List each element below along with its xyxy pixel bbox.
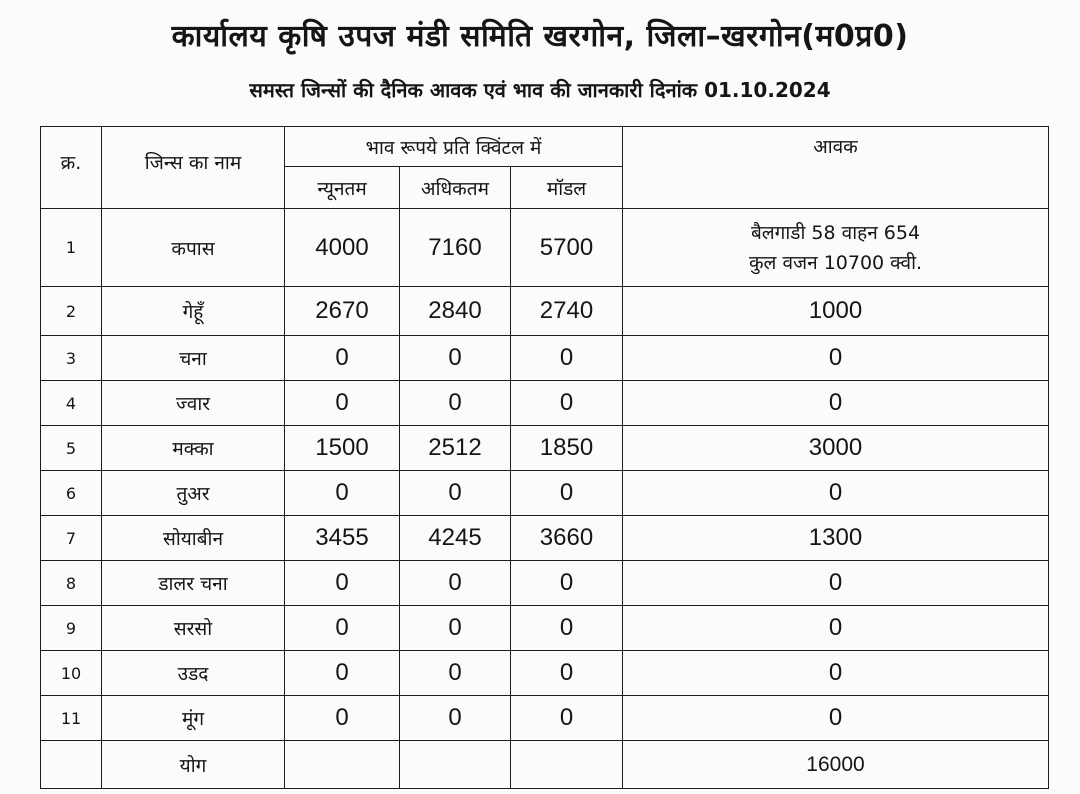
- row-min-price: 0: [285, 471, 400, 516]
- table-row: [41, 561, 1049, 606]
- header-max: अधिकतम: [400, 167, 511, 209]
- row-arrival: 1300: [623, 516, 1049, 561]
- row-max-price: 2840: [400, 287, 511, 336]
- row-max-price: 2512: [400, 426, 511, 471]
- row-commodity: कपास: [102, 209, 285, 287]
- row-min-price: 1500: [285, 426, 400, 471]
- row-modal-price: 5700: [511, 209, 623, 287]
- row-min-price: 0: [285, 381, 400, 426]
- row-max-price: 0: [400, 651, 511, 696]
- document-title: कार्यालय कृषि उपज मंडी समिति खरगोन, जिला–खरगोन(म0प्र0): [171, 19, 909, 54]
- arrival-weight: कुल वजन 10700 क्वी.: [748, 251, 923, 274]
- row-commodity: ज्वार: [102, 381, 285, 426]
- row-min-price: 0: [285, 696, 400, 741]
- row-max-price: 0: [400, 381, 511, 426]
- total-max-empty: [400, 741, 511, 789]
- total-label: योग: [102, 741, 285, 789]
- arrival-vehicles: बैलगाडी 58 वाहन 654: [750, 221, 921, 244]
- row-max-price: 0: [400, 336, 511, 381]
- row-min-price: 4000: [285, 209, 400, 287]
- row-serial: 2: [41, 287, 102, 336]
- row-serial: 11: [41, 696, 102, 741]
- row-modal-price: 0: [511, 651, 623, 696]
- row-max-price: 7160: [400, 209, 511, 287]
- document-subtitle: समस्त जिन्सों की दैनिक आवक एवं भाव की जानकारी दिनांक 01.10.2024: [249, 78, 831, 102]
- row-min-price: 2670: [285, 287, 400, 336]
- header-min: न्यूनतम: [285, 167, 400, 209]
- row-min-price: 0: [285, 651, 400, 696]
- row-modal-price: 0: [511, 471, 623, 516]
- row-max-price: 0: [400, 471, 511, 516]
- table-row: [41, 426, 1049, 471]
- row-commodity: गेहूँ: [102, 287, 285, 336]
- row-serial: 10: [41, 651, 102, 696]
- row-modal-price: 0: [511, 336, 623, 381]
- total-serial-empty: [41, 741, 102, 789]
- row-serial: 6: [41, 471, 102, 516]
- row-commodity: चना: [102, 336, 285, 381]
- row-commodity: तुअर: [102, 471, 285, 516]
- header-modal: मॉडल: [511, 167, 623, 209]
- total-row: [41, 741, 1049, 789]
- row-modal-price: 0: [511, 696, 623, 741]
- row-modal-price: 0: [511, 561, 623, 606]
- row-arrival: 3000: [623, 426, 1049, 471]
- row-modal-price: 0: [511, 606, 623, 651]
- table-row: [41, 651, 1049, 696]
- header-price-group: भाव रूपये प्रति क्विंटल में: [285, 127, 623, 167]
- row-arrival: 0: [623, 606, 1049, 651]
- row-max-price: 4245: [400, 516, 511, 561]
- row-commodity: मक्का: [102, 426, 285, 471]
- row-min-price: 0: [285, 561, 400, 606]
- row-max-price: 0: [400, 561, 511, 606]
- row-arrival: 0: [623, 696, 1049, 741]
- table-row: [41, 606, 1049, 651]
- row-max-price: 0: [400, 696, 511, 741]
- table-row: [41, 696, 1049, 741]
- header-serial: क्र.: [41, 127, 102, 209]
- row-commodity: सोयाबीन: [102, 516, 285, 561]
- row-commodity: सरसो: [102, 606, 285, 651]
- row-arrival: 0: [623, 561, 1049, 606]
- table-row: [41, 471, 1049, 516]
- header-arrival: आवक: [623, 127, 1049, 209]
- row-commodity: डालर चना: [102, 561, 285, 606]
- row-serial: 9: [41, 606, 102, 651]
- row-serial: 1: [41, 209, 102, 287]
- row-arrival: [623, 209, 1049, 287]
- row-arrival: 0: [623, 381, 1049, 426]
- row-modal-price: 2740: [511, 287, 623, 336]
- row-arrival: 0: [623, 651, 1049, 696]
- row-serial: 3: [41, 336, 102, 381]
- row-arrival: 1000: [623, 287, 1049, 336]
- row-min-price: 0: [285, 336, 400, 381]
- row-serial: 7: [41, 516, 102, 561]
- row-arrival: 0: [623, 471, 1049, 516]
- total-arrival: 16000: [623, 741, 1049, 789]
- row-commodity: मूंग: [102, 696, 285, 741]
- table-row: [41, 209, 1049, 287]
- row-modal-price: 3660: [511, 516, 623, 561]
- total-min-empty: [285, 741, 400, 789]
- table-row: [41, 336, 1049, 381]
- row-arrival: 0: [623, 336, 1049, 381]
- table-row: [41, 381, 1049, 426]
- row-min-price: 0: [285, 606, 400, 651]
- row-serial: 8: [41, 561, 102, 606]
- row-min-price: 3455: [285, 516, 400, 561]
- row-serial: 5: [41, 426, 102, 471]
- total-modal-empty: [511, 741, 623, 789]
- table-row: [41, 516, 1049, 561]
- row-max-price: 0: [400, 606, 511, 651]
- row-modal-price: 0: [511, 381, 623, 426]
- row-commodity: उडद: [102, 651, 285, 696]
- header-commodity: जिन्स का नाम: [102, 127, 285, 209]
- arrival-price-table: [40, 126, 1049, 789]
- row-serial: 4: [41, 381, 102, 426]
- row-modal-price: 1850: [511, 426, 623, 471]
- table-row: [41, 287, 1049, 336]
